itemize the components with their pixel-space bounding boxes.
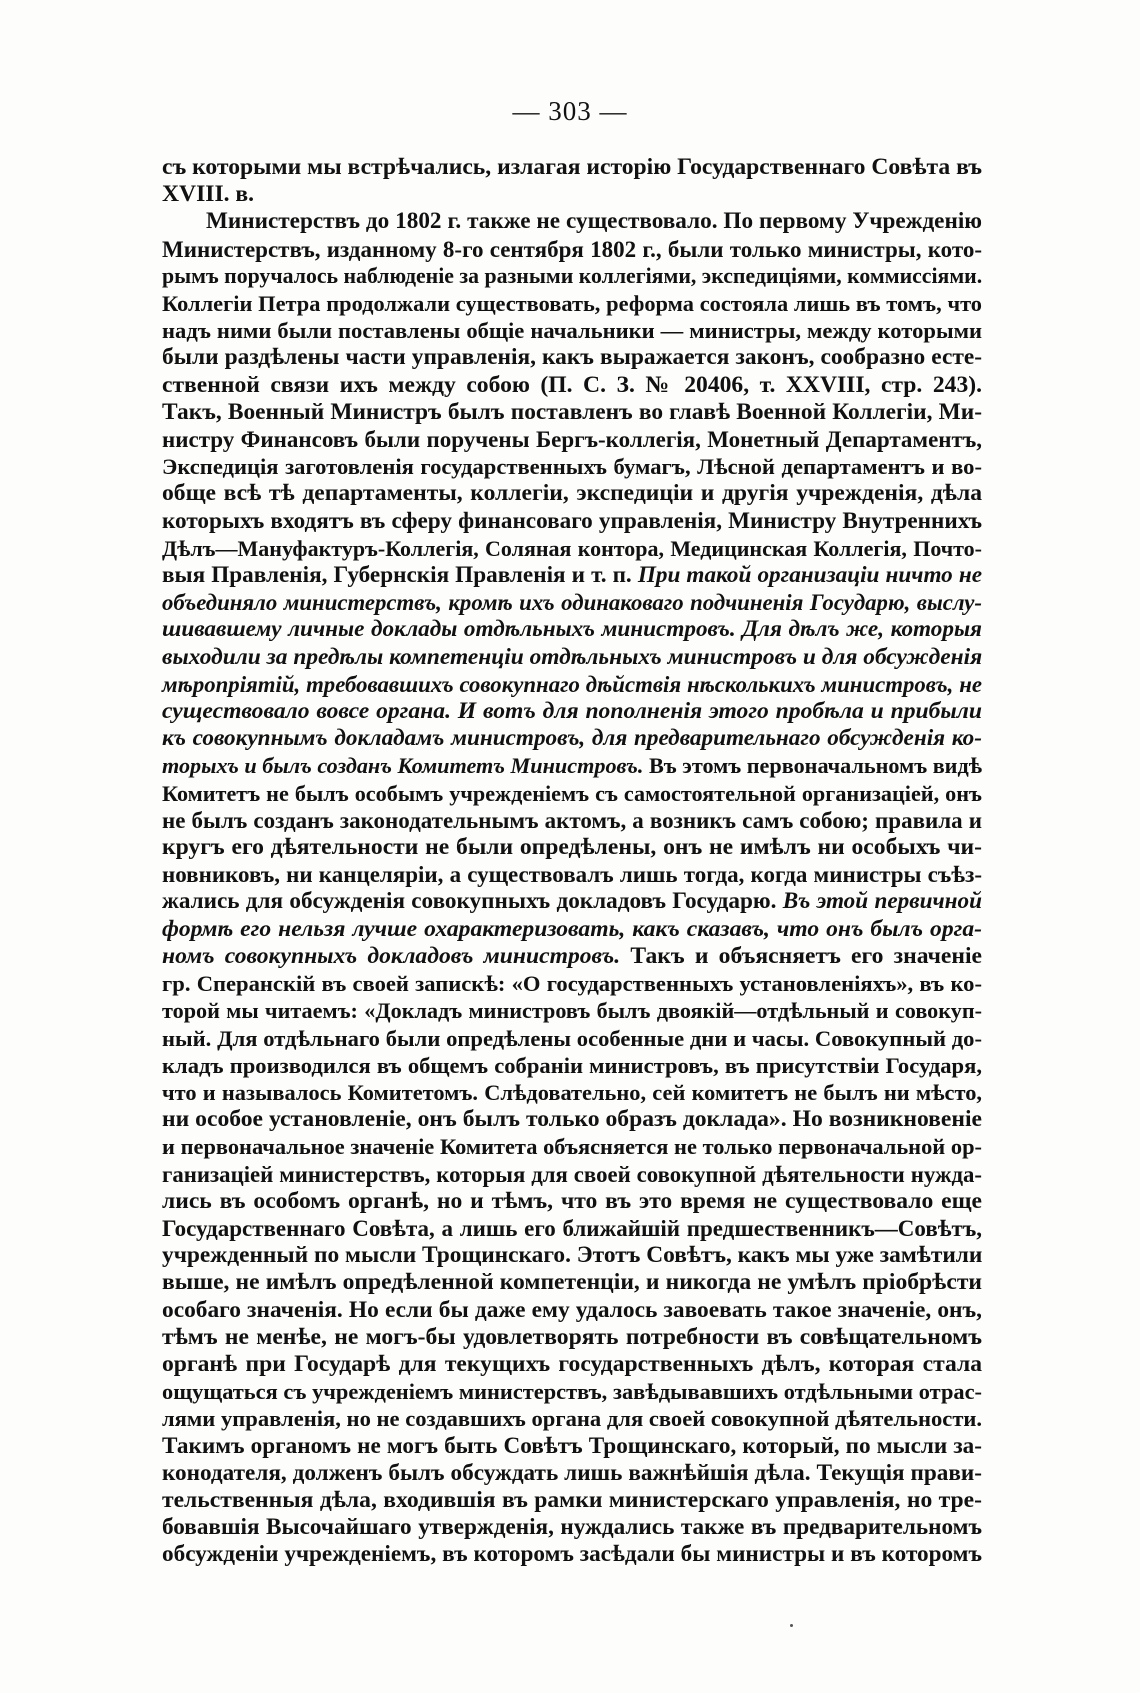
text-line: не былъ созданъ законодательнымъ актомъ, а возникъ самъ собою; правила и	[162, 807, 982, 833]
italic-text: торыхъ и былъ созданъ Комитетъ Министровъ.	[162, 753, 644, 779]
text-line: съ которыми мы встрѣчались, излагая исторію Государственнаго Совѣта въ	[162, 154, 982, 180]
text-line: обще всѣ тѣ департаменты, коллегіи, экспедиціи и другія учрежденія, дѣла	[162, 480, 982, 507]
text-line: номъ совокупныхъ докладовъ министровъ. Такъ и объясняетъ его значеніе	[162, 942, 982, 969]
italic-text: номъ совокупныхъ докладовъ министровъ.	[162, 942, 621, 969]
text-line: тельственныя дѣла, входившія въ рамки министерскаго управленія, но тре-	[162, 1486, 982, 1513]
italic-text: При такой организаціи ничто не	[637, 562, 982, 589]
text-line: торыхъ и былъ созданъ Комитетъ Министровъ. Въ этомъ первоначальномъ видѣ	[162, 753, 983, 779]
italic-text: мѣропріятій, требовавшихъ совокупнаго дѣйствія нѣсколькихъ министровъ, не	[162, 671, 982, 697]
italic-text: существовало вовсе органа. И вотъ для пополненія этого пробѣла и прибыли	[162, 698, 982, 725]
text-line: Коллегіи Петра продолжали существовать, реформа состояла лишь въ томъ, что	[162, 291, 982, 317]
text-line: Такъ, Военный Министръ былъ поставленъ во главѣ Военной Коллегіи, Ми-	[162, 398, 982, 425]
text-line: ни особое установленіе, онъ былъ только образъ доклада». Но возникновеніе	[162, 1106, 982, 1133]
text-line: учрежденный по мысли Трощинскаго. Этотъ Совѣтъ, какъ мы уже замѣтили	[162, 1242, 983, 1269]
text-line: новниковъ, ни канцеляріи, а существовалъ лишь тогда, когда министры съѣз-	[162, 862, 982, 888]
text-line: и первоначальное значеніе Комитета объясняется не только первоначальной ор-	[162, 1134, 982, 1160]
text-line: рымъ поручалось наблюденіе за разными коллегіями, экспедиціями, коммиссіями.	[162, 263, 983, 288]
italic-text: объединяло министерствъ, кромѣ ихъ одинаковаго подчиненія Государю, выслу-	[162, 590, 982, 616]
page-number: — 303 —	[512, 96, 628, 126]
text-line: органѣ при Государѣ для текущихъ государственныхъ дѣлъ, которая стала	[162, 1350, 982, 1377]
italic-text: къ совокупнымъ докладамъ министровъ, для предварительнаго обсужденія ко-	[162, 725, 982, 752]
text-line: надъ ними были поставлены общіе начальники — министры, между которыми	[162, 318, 982, 344]
text-line: ственной связи ихъ между собою (П. С. З. № 20406, т. XXVIII, стр. 243).	[162, 371, 982, 398]
text-line: XVIII. в.	[162, 181, 255, 208]
body-text	[162, 154, 982, 1569]
text-line: ный. Для отдѣльнаго были опредѣлены особенные дни и часы. Совокупный до-	[162, 1025, 982, 1051]
italic-text: выходили за предѣлы компетенціи отдѣльныхъ министровъ и для обсужденія	[162, 643, 983, 670]
italic-text: формѣ его нельзя лучше охарактеризовать, какъ сказавъ, что онъ былъ орга-	[162, 915, 982, 942]
text-line	[162, 725, 982, 752]
text-line: Экспедиція заготовленія государственныхъ бумагъ, Лѣсной департаментъ и во-	[162, 454, 982, 480]
text-line	[162, 671, 982, 698]
text-line: особаго значенія. Но если бы даже ему удалось завоевать такое значеніе, онъ,	[162, 1296, 982, 1323]
text-line: бовавшія Высочайшаго утвержденія, нуждались также въ предварительномъ	[162, 1514, 982, 1541]
text-line: Государственнаго Совѣта, а лишь его ближайшій предшественникъ—Совѣтъ,	[162, 1215, 982, 1241]
text-line: выше, не имѣлъ опредѣленной компетенціи, и никогда не умѣлъ пріобрѣсти	[162, 1269, 982, 1296]
text-line	[162, 698, 982, 725]
text-line: Министерствъ, изданному 8-го сентября 1802 г., были только министры, кото-	[162, 236, 982, 262]
text-line: Такимъ органомъ не могъ быть Совѣтъ Трощинскаго, который, по мысли за-	[162, 1432, 982, 1459]
text-line	[162, 916, 982, 943]
text-line: ощущаться съ учрежденіемъ министерствъ, завѣдывавшихъ отдѣльными отрас-	[162, 1379, 982, 1405]
text-line: кругъ его дѣятельности не были опредѣлены, онъ не имѣлъ ни особыхъ чи-	[162, 834, 982, 861]
text-line: лись въ особомъ органѣ, но и тѣмъ, что въ это время не существовало еще	[162, 1187, 982, 1214]
text-line: ганизаціей министерствъ, которыя для своей совокупной дѣятельности нужда-	[162, 1161, 982, 1187]
italic-text: шивавшему личные доклады отдѣльныхъ министровъ. Для дѣлъ же, которыя	[162, 616, 982, 643]
text-line: тѣмъ не менѣе, не могъ-бы удовлетворять потребности въ совѣщательномъ	[162, 1323, 982, 1350]
text-line: Дѣлъ—Мануфактуръ-Коллегія, Соляная контора, Медицинская Коллегія, Почто-	[162, 535, 982, 561]
text-line: нистру Финансовъ были поручены Бергъ-коллегія, Монетный Департаментъ,	[162, 427, 982, 453]
text-line: торой мы читаемъ: «Докладъ министровъ былъ двоякій—отдѣльный и совокуп-	[162, 998, 982, 1024]
text-line: конодателя, долженъ былъ обсуждать лишь важнѣйшія дѣла. Текущія прави-	[162, 1459, 982, 1486]
text-line: жались для обсужденія совокупныхъ докладовъ Государю. Въ этой первичной	[162, 888, 983, 915]
text-line: Комитетъ не былъ особымъ учрежденіемъ съ самостоятельной организаціей, онъ	[162, 780, 982, 806]
text-line: выя Правленія, Губернскія Правленія и т. п. При такой организаціи ничто не	[162, 562, 982, 589]
text-line: кладъ производился въ общемъ собраніи министровъ, въ присутствіи Государя,	[162, 1052, 982, 1078]
scan-speck	[790, 1624, 793, 1627]
text-line: обсужденіи учрежденіемъ, въ которомъ засѣдали бы министры и въ которомъ	[162, 1541, 982, 1568]
text-line	[162, 589, 982, 616]
text-line: гр. Сперанскій въ своей запискѣ: «О государственныхъ установленіяхъ», въ ко-	[162, 971, 982, 997]
italic-text: Въ этой первичной	[782, 888, 983, 915]
text-line	[162, 644, 982, 671]
text-line: которыхъ входятъ въ сферу финансоваго управленія, Министру Внутреннихъ	[162, 507, 982, 534]
text-line: лями управленія, но не создавшихъ органа для своей совокупной дѣятельности.	[162, 1406, 983, 1432]
text-line: были раздѣлены части управленія, какъ выражается законъ, сообразно есте-	[162, 344, 982, 371]
text-line: Министерствъ до 1802 г. также не существовало. По первому Учрежденію	[206, 208, 982, 235]
text-line	[162, 616, 982, 643]
text-line: что и называлось Комитетомъ. Слѣдовательно, сей комитетъ не былъ ни мѣсто,	[162, 1079, 982, 1105]
